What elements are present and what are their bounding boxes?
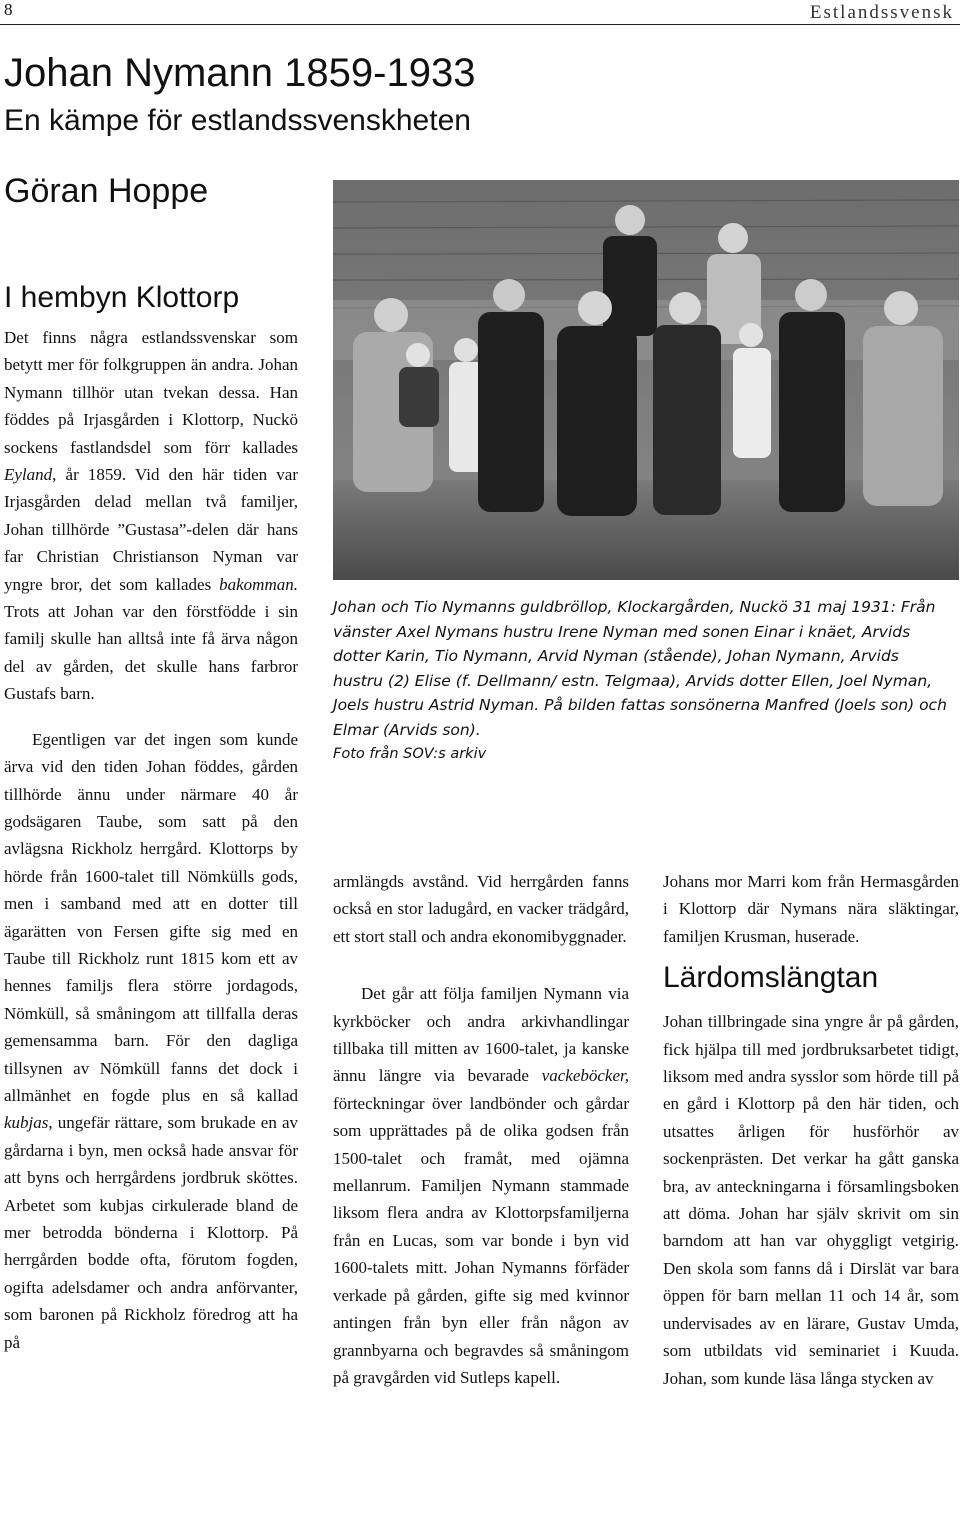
photo-credit: Foto från SOV:s arkiv — [333, 746, 487, 762]
article-author: Göran Hoppe — [4, 172, 209, 210]
paragraph-2: Egentligen var det ingen som kunde ärva vid den tiden Johan föddes, gården tillhörde ännu under närmare 40 år godsägaren Taube, som satt på den avlägsna Rickholz herrgård. Klottorps by hörde från 1600-talet till Nömkülls gods, men i samband med att en dotter till ägarätten von Fersen gifte sig med en Taube till Rickholz runt 1815 kom ett av hennes familjs flera större jordagods, Nömküll, så småningom att tillfalla deras gemensamma barn. För den dagliga tillsynen av Nömküll fanns det dock i allmänhet en fogde plus en så kallad kubjas, ungefär rättare, som brukade en av gårdarna i byn, men också hade ansvar för att byns och herrgårdens jordbruk sköttes. Arbetet som kubjas cirkulerade bland de mer betrodda bönderna i Klottorp. På herrgården bodde ofta, förutom fogden, ogifta adelsdamer och andra anförvanter, som baronen på Rickholz föredrog att ha på — [4, 729, 298, 1352]
section-heading-hembyn: I hembyn Klottorp — [4, 281, 240, 314]
family-photo — [333, 180, 959, 580]
article-title: Johan Nymann 1859-1933 — [4, 51, 476, 95]
article-subtitle: En kämpe för estlandssvenskheten — [4, 104, 471, 137]
photo-caption — [333, 595, 953, 767]
paragraph-5: Johans mor Marri kom från Hermasgården i Klottorp där Nymans nära släktingar, familjen Krusman, huserade. — [663, 872, 959, 946]
column-2 — [333, 868, 629, 1391]
paragraph-3: armlängds avstånd. Vid herrgården fanns också en stor ladugård, en vacker trädgård, ett stort stall och andra ekonomibyggnader. — [333, 872, 629, 946]
caption-text: Johan och Tio Nymanns guldbröllop, Klockargården, Nuckö 31 maj 1931: Från vänster Axel Nymans hustru Irene Nyman med sonen Einar i knäet, Arvids dotter Karin, Tio Nymann, Arvid Nyman (stående), Johan Nymann, Arvids hustru (2) Elise (f. Dellmann/ estn. Telgmaa), Arvids dotter Ellen, Joel Nyman, Joels hustru Astrid Nyman. På bilden fattas sonsönerna Manfred (Joels son) och Elmar (Arvids son). — [333, 598, 947, 739]
section-heading-lardomslangtan: Lärdomslängtan — [663, 961, 879, 995]
column-3 — [663, 868, 959, 1392]
paragraph-4: Det går att följa familjen Nymann via kyrkböcker och andra arkivhandlingar tillbaka till mitten av 1600-talet, ja kanske ännu längre via bevarade vackeböcker, förteckningar över landbönder och gårdar som upprättades på de olika godsen från 1500-talet och framåt, med ojämna mellanrum. Familjen Nymann stammade liksom flera andra av Klottorpsfamiljerna från en Lucas, som var bonde i byn vid 1600-talets mitt. Johan Nymanns förfäder verkade på gården, gifte sig med kvinnor antingen från byn eller från någon av grannbyarna och begravdes så småningom på gravgården vid Sutleps kapell. — [333, 984, 629, 1387]
running-title: Estlandssvensk — [809, 2, 954, 23]
header-rule — [0, 24, 960, 25]
page-number: 8 — [4, 0, 13, 19]
family-photo-image — [333, 180, 959, 580]
paragraph-6: Johan tillbringade sina yngre år på gården, fick hjälpa till med jordbruksarbetet tidigt, liksom med andra sysslor som hörde till på en gård i Klottorp på den här tiden, och utsattes årligen för husförhör av sockenprästen. Det verkar ha gått ganska bra, av anteckningarna i församlingsboken att döma. Johan har själv skrivit om sin barndom att han var ohyggligt vetgirig. Den skola som fanns då i Dirslät var bara öppen för barn mellan 11 och 14 år, som undervisades av en lärare, Gustav Umda, som utbildats vid seminariet i Kuuda. Johan, som kunde läsa långa stycken av — [663, 1012, 959, 1388]
column-1 — [4, 324, 298, 1356]
paragraph-1: Det finns några estlandssvenskar som betytt mer för folkgruppen än andra. Johan Nymann tillhör utan tvekan dessa. Han föddes på Irjasgården i Klottorp, Nuckö sockens fastlandsdel som förr kallades Eyland, år 1859. Vid den här tiden var Irjasgården delad mellan två familjer, Johan tillhörde ”Gustasa”-delen där hans far Christian Christianson Nyman var yngre bror, det som kallades bakomman. Trots att Johan var den förstfödde i sin familj skulle han alltså inte få ärva någon del av gården, det skulle hans farbror Gustafs barn. — [4, 328, 298, 704]
